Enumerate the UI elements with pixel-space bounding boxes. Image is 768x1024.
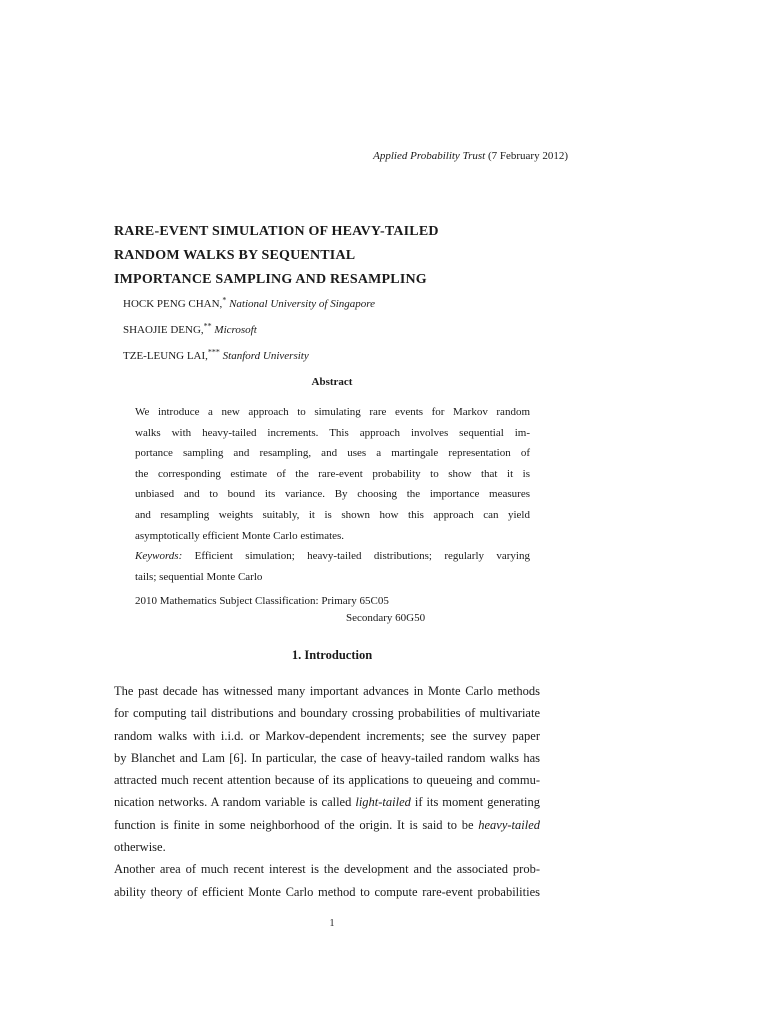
- abstract-line: asymptotically efficient Monte Carlo estimates.: [135, 529, 345, 542]
- author-entry: [123, 322, 375, 348]
- keywords-label: Keywords:: [135, 550, 183, 563]
- abstract-body: [135, 402, 530, 587]
- page-number: 1: [329, 918, 335, 929]
- body-line: [114, 814, 540, 836]
- keywords-line: tails; sequential Monte Carlo: [135, 570, 263, 583]
- paper-title: [114, 220, 534, 292]
- body-line: otherwise.: [114, 840, 166, 855]
- body-text: if its moment generating: [410, 795, 540, 810]
- author-list: [123, 296, 375, 374]
- msc-primary: 2010 Mathematics Subject Classification: Primary 65C05: [135, 595, 389, 607]
- author-affiliation: Stanford University: [222, 350, 309, 362]
- title-line: RARE-EVENT SIMULATION OF HEAVY-TAILED: [114, 224, 439, 239]
- abstract-line: We introduce a new approach to simulating rare events for Markov random: [135, 406, 530, 418]
- author-affiliation: Microsoft: [214, 324, 257, 336]
- title-line: IMPORTANCE SAMPLING AND RESAMPLING: [114, 272, 427, 287]
- journal-name: Applied Probability Trust: [373, 150, 486, 162]
- journal-header: [373, 150, 568, 162]
- body-line: attracted much recent attention because of its applications to queueing and commu-: [114, 773, 540, 788]
- emphasis-heavy-tailed: heavy-tailed: [478, 817, 540, 832]
- author-entry: [123, 348, 375, 374]
- author-footnote-mark: *: [222, 295, 227, 305]
- abstract-line: unbiased and to bound its variance. By choosing the importance measures: [135, 488, 530, 501]
- body-line: [114, 680, 540, 702]
- emphasis-light-tailed: light-tailed: [355, 795, 411, 810]
- abstract-line: the corresponding estimate of the rare-event probability to show that it is: [135, 467, 530, 480]
- title-line: RANDOM WALKS BY SEQUENTIAL: [114, 248, 356, 263]
- introduction-text: [114, 680, 540, 903]
- body-line: for computing tail distributions and boundary crossing probabilities of multivariate: [114, 706, 540, 721]
- body-text: nication networks. A random variable is called: [114, 795, 356, 810]
- keywords-line: [135, 546, 530, 567]
- abstract-line: walks with heavy-tailed increments. This approach involves sequential im-: [135, 426, 530, 439]
- body-line-text: The past decade has witnessed many important advances in Monte Carlo methods: [114, 684, 540, 698]
- body-line: ability theory of efficient Monte Carlo method to compute rare-event probabilities: [114, 884, 540, 899]
- author-name: TZE-LEUNG LAI,: [123, 350, 208, 362]
- author-footnote-mark: ***: [207, 347, 220, 357]
- author-footnote-mark: **: [203, 321, 212, 331]
- author-entry: [123, 296, 375, 322]
- abstract-heading: Abstract: [311, 376, 353, 388]
- author-name: SHAOJIE DENG,: [123, 324, 204, 336]
- keywords-text: Efficient simulation; heavy-tailed distributions; regularly varying: [182, 550, 530, 563]
- section-heading: 1. Introduction: [291, 648, 373, 662]
- body-line: Another area of much recent interest is the development and the associated prob-: [114, 862, 540, 877]
- abstract-line: portance sampling and resampling, and uses a martingale representation of: [135, 447, 530, 460]
- body-line: random walks with i.i.d. or Markov-dependent increments; see the survey paper: [114, 728, 540, 743]
- publication-date: (7 February 2012): [487, 150, 568, 162]
- author-affiliation: National University of Singapore: [229, 298, 376, 310]
- msc-secondary: Secondary 60G50: [346, 612, 426, 624]
- abstract-line: and resampling weights suitably, it is shown how this approach can yield: [135, 508, 530, 521]
- body-line: [114, 791, 540, 813]
- body-line: by Blanchet and Lam [6]. In particular, the case of heavy-tailed random walks has: [114, 750, 540, 765]
- body-text: function is finite in some neighborhood of the origin. It is said to be: [114, 817, 479, 832]
- author-name: HOCK PENG CHAN,: [123, 298, 223, 310]
